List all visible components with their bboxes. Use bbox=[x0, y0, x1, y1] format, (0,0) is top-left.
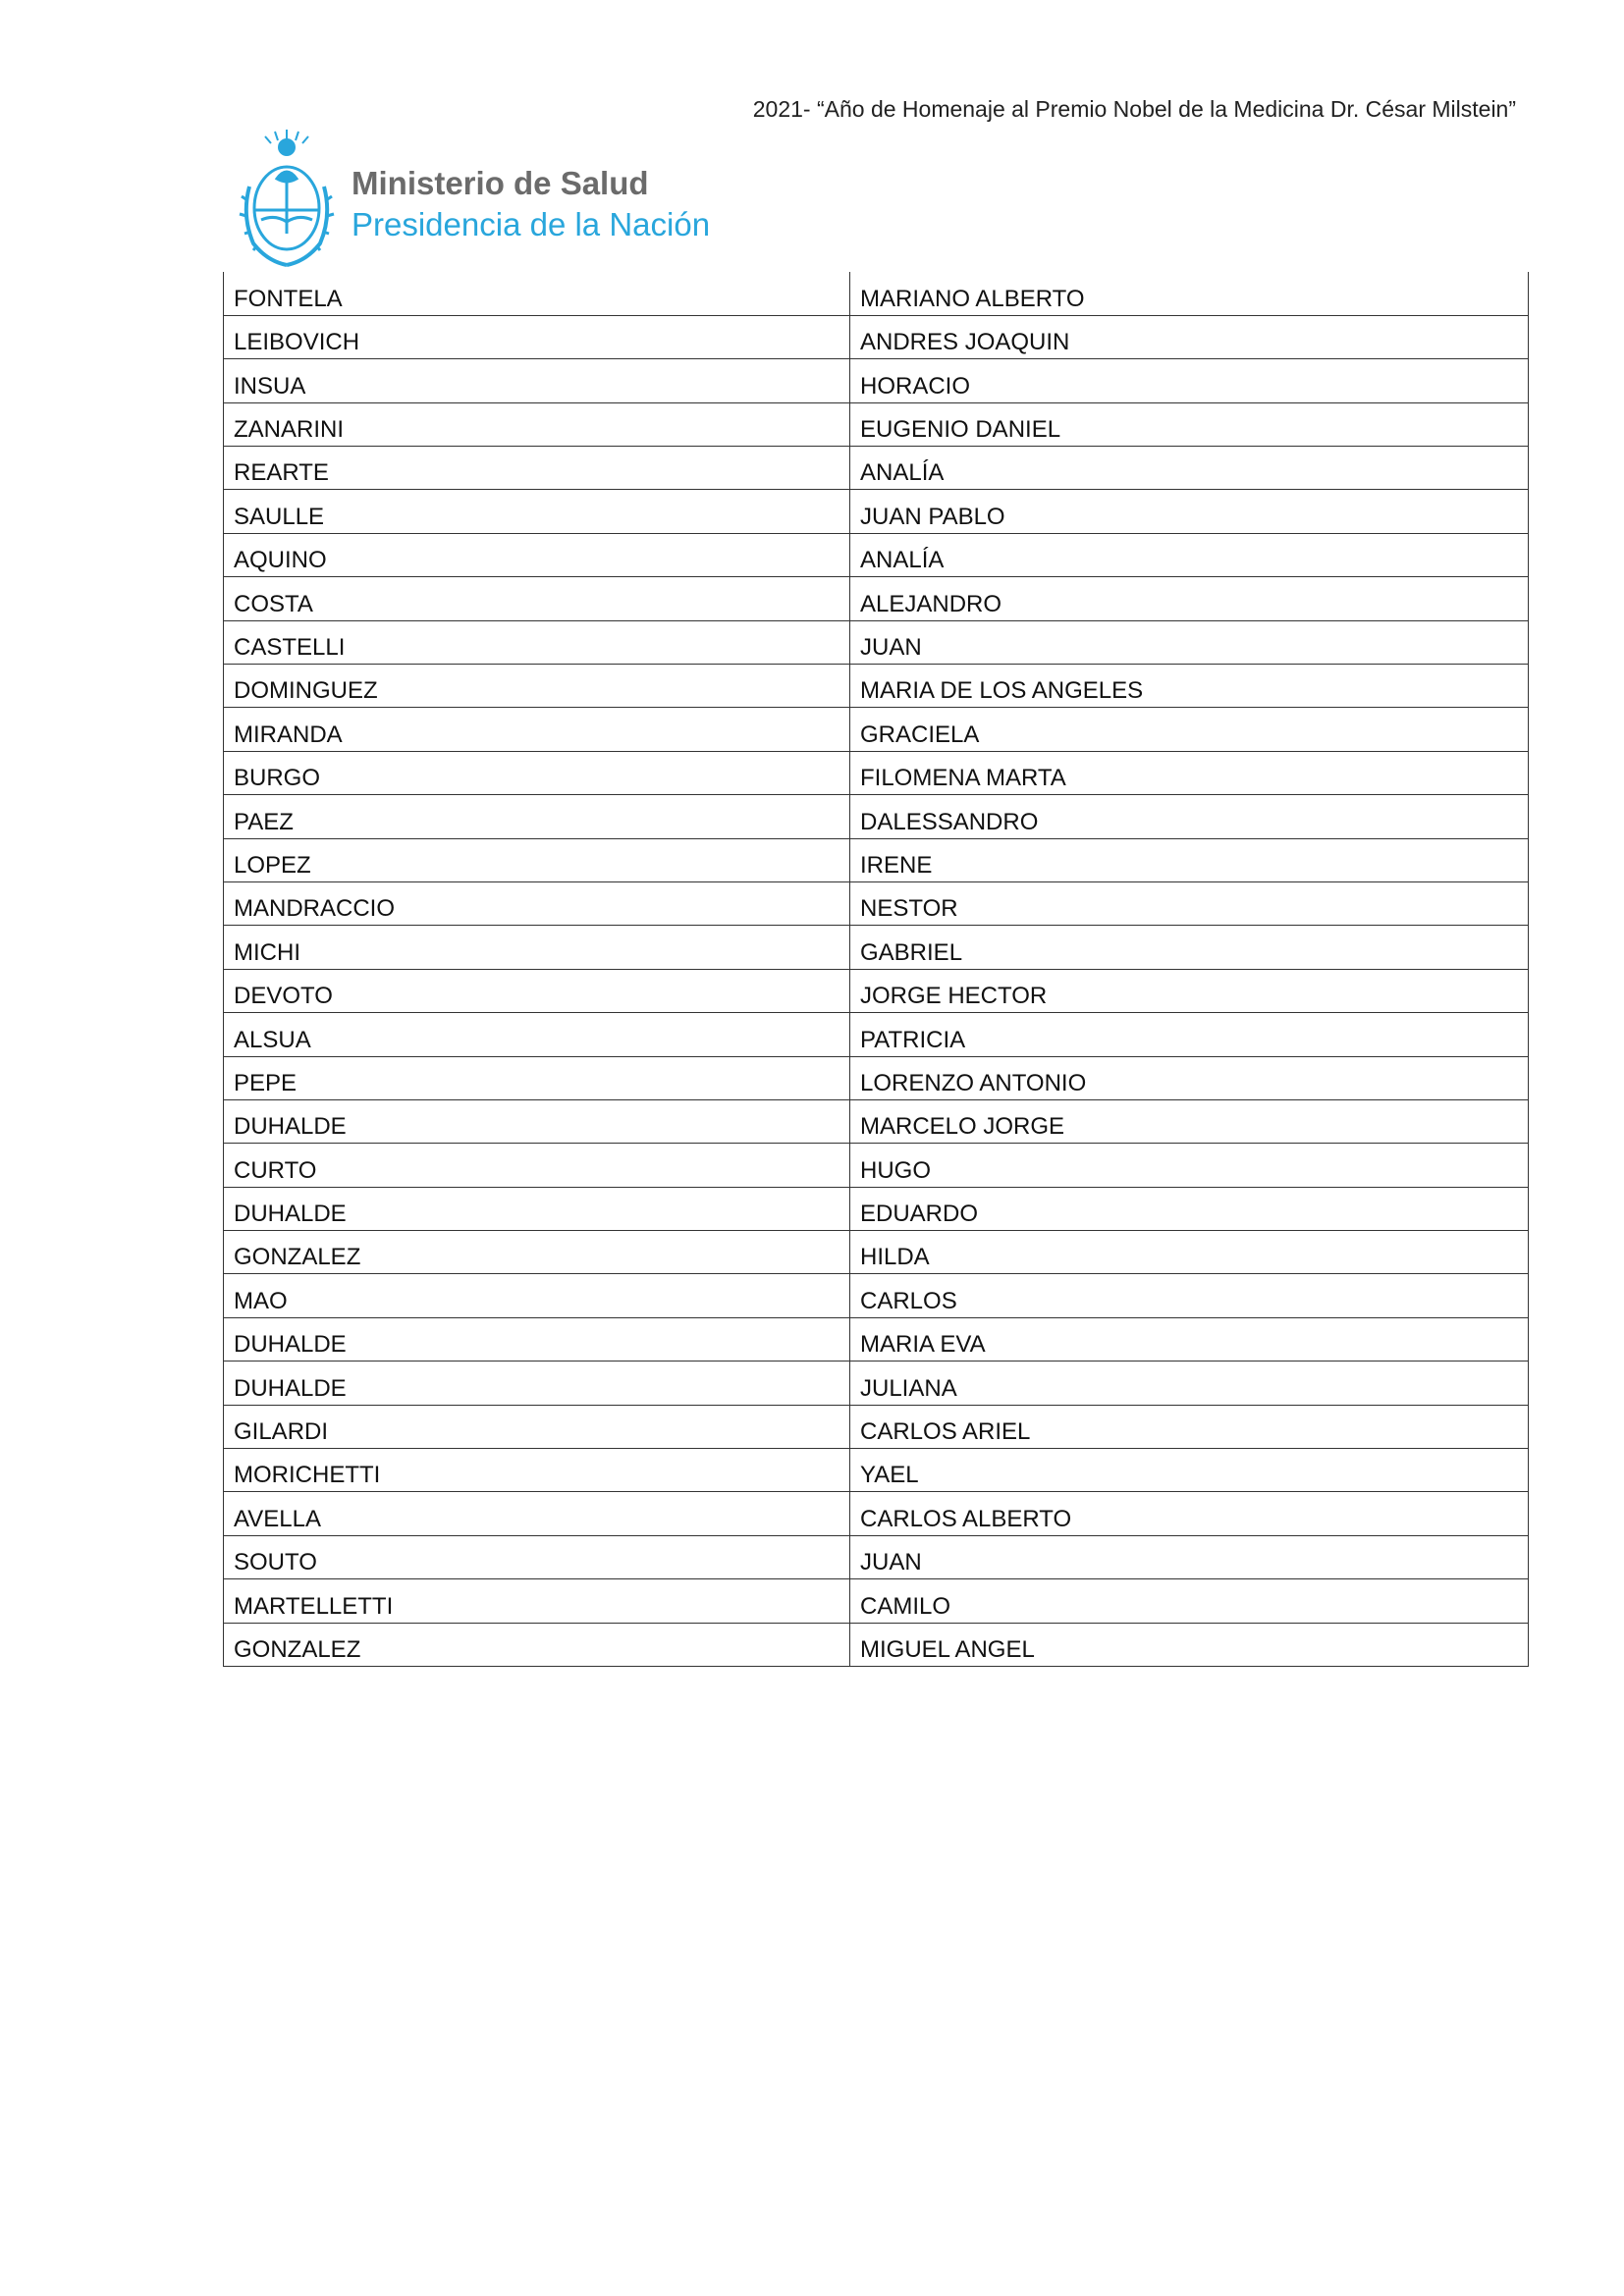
given-name-cell: GABRIEL bbox=[850, 926, 1529, 969]
table-row bbox=[224, 1144, 1529, 1187]
surname-cell: MANDRACCIO bbox=[224, 881, 850, 925]
surname-cell: GONZALEZ bbox=[224, 1623, 850, 1666]
table-row bbox=[224, 881, 1529, 925]
table-row bbox=[224, 969, 1529, 1012]
given-name-cell: NESTOR bbox=[850, 881, 1529, 925]
surname-cell: MICHI bbox=[224, 926, 850, 969]
table-row bbox=[224, 1231, 1529, 1274]
table-row bbox=[224, 665, 1529, 708]
given-name-cell: IRENE bbox=[850, 838, 1529, 881]
ministry-logo bbox=[238, 128, 748, 273]
given-name-cell: JUAN bbox=[850, 620, 1529, 664]
surname-cell: FONTELA bbox=[224, 272, 850, 315]
surname-cell: ALSUA bbox=[224, 1013, 850, 1056]
given-name-cell: JUAN PABLO bbox=[850, 490, 1529, 533]
given-name-cell: HUGO bbox=[850, 1144, 1529, 1187]
surname-cell: GILARDI bbox=[224, 1405, 850, 1448]
table-row bbox=[224, 620, 1529, 664]
given-name-cell: JUAN bbox=[850, 1535, 1529, 1578]
given-name-cell: HILDA bbox=[850, 1231, 1529, 1274]
table-row bbox=[224, 359, 1529, 402]
org-name: Ministerio de Salud bbox=[352, 165, 649, 201]
table-row bbox=[224, 402, 1529, 446]
surname-cell: BURGO bbox=[224, 751, 850, 794]
surname-cell: LEIBOVICH bbox=[224, 315, 850, 358]
given-name-cell: JORGE HECTOR bbox=[850, 969, 1529, 1012]
header-motto: 2021- “Año de Homenaje al Premio Nobel de la Medicina Dr. César Milstein” bbox=[752, 96, 1516, 122]
surname-cell: MORICHETTI bbox=[224, 1449, 850, 1492]
given-name-cell: EDUARDO bbox=[850, 1187, 1529, 1230]
table-row bbox=[224, 1099, 1529, 1143]
argentina-coat-of-arms-icon bbox=[238, 128, 336, 273]
table-row bbox=[224, 838, 1529, 881]
surname-cell: CURTO bbox=[224, 1144, 850, 1187]
table-row bbox=[224, 315, 1529, 358]
given-name-cell: ANDRES JOAQUIN bbox=[850, 315, 1529, 358]
table-row bbox=[224, 1623, 1529, 1666]
given-name-cell: ANALÍA bbox=[850, 533, 1529, 576]
given-name-cell: EUGENIO DANIEL bbox=[850, 402, 1529, 446]
table-row bbox=[224, 1579, 1529, 1623]
given-name-cell: FILOMENA MARTA bbox=[850, 751, 1529, 794]
surname-cell: COSTA bbox=[224, 577, 850, 620]
given-name-cell: YAEL bbox=[850, 1449, 1529, 1492]
surname-cell: DUHALDE bbox=[224, 1187, 850, 1230]
surname-cell: PEPE bbox=[224, 1056, 850, 1099]
table-row bbox=[224, 926, 1529, 969]
given-name-cell: GRACIELA bbox=[850, 708, 1529, 751]
given-name-cell: LORENZO ANTONIO bbox=[850, 1056, 1529, 1099]
given-name-cell: MARIA DE LOS ANGELES bbox=[850, 665, 1529, 708]
surname-cell: DUHALDE bbox=[224, 1317, 850, 1361]
table-row bbox=[224, 1187, 1529, 1230]
given-name-cell: MARCELO JORGE bbox=[850, 1099, 1529, 1143]
given-name-cell: CARLOS bbox=[850, 1274, 1529, 1317]
given-name-cell: ALEJANDRO bbox=[850, 577, 1529, 620]
names-table-body bbox=[224, 272, 1529, 1667]
given-name-cell: HORACIO bbox=[850, 359, 1529, 402]
surname-cell: PAEZ bbox=[224, 795, 850, 838]
given-name-cell: MIGUEL ANGEL bbox=[850, 1623, 1529, 1666]
org-subtitle: Presidencia de la Nación bbox=[352, 206, 711, 242]
given-name-cell: CARLOS ARIEL bbox=[850, 1405, 1529, 1448]
surname-cell: MIRANDA bbox=[224, 708, 850, 751]
given-name-cell: PATRICIA bbox=[850, 1013, 1529, 1056]
surname-cell: DOMINGUEZ bbox=[224, 665, 850, 708]
surname-cell: DEVOTO bbox=[224, 969, 850, 1012]
table-row bbox=[224, 1274, 1529, 1317]
table-row bbox=[224, 533, 1529, 576]
surname-cell: AVELLA bbox=[224, 1492, 850, 1535]
table-row bbox=[224, 708, 1529, 751]
table-row bbox=[224, 1317, 1529, 1361]
table-row bbox=[224, 1405, 1529, 1448]
surname-cell: REARTE bbox=[224, 447, 850, 490]
surname-cell: SOUTO bbox=[224, 1535, 850, 1578]
table-row bbox=[224, 272, 1529, 315]
table-row bbox=[224, 490, 1529, 533]
given-name-cell: DALESSANDRO bbox=[850, 795, 1529, 838]
given-name-cell: JULIANA bbox=[850, 1362, 1529, 1405]
table-row bbox=[224, 1362, 1529, 1405]
table-row bbox=[224, 1056, 1529, 1099]
given-name-cell: CAMILO bbox=[850, 1579, 1529, 1623]
surname-cell: INSUA bbox=[224, 359, 850, 402]
surname-cell: GONZALEZ bbox=[224, 1231, 850, 1274]
surname-cell: CASTELLI bbox=[224, 620, 850, 664]
table-row bbox=[224, 1449, 1529, 1492]
surname-cell: SAULLE bbox=[224, 490, 850, 533]
given-name-cell: ANALÍA bbox=[850, 447, 1529, 490]
surname-cell: MARTELLETTI bbox=[224, 1579, 850, 1623]
given-name-cell: MARIANO ALBERTO bbox=[850, 272, 1529, 315]
surname-cell: ZANARINI bbox=[224, 402, 850, 446]
surname-cell: AQUINO bbox=[224, 533, 850, 576]
table-row bbox=[224, 1535, 1529, 1578]
given-name-cell: CARLOS ALBERTO bbox=[850, 1492, 1529, 1535]
surname-cell: DUHALDE bbox=[224, 1099, 850, 1143]
table-row bbox=[224, 577, 1529, 620]
table-row bbox=[224, 447, 1529, 490]
table-row bbox=[224, 1013, 1529, 1056]
surname-cell: MAO bbox=[224, 1274, 850, 1317]
table-row bbox=[224, 1492, 1529, 1535]
surname-cell: LOPEZ bbox=[224, 838, 850, 881]
table-row bbox=[224, 751, 1529, 794]
table-row bbox=[224, 795, 1529, 838]
names-table bbox=[223, 272, 1529, 1667]
given-name-cell: MARIA EVA bbox=[850, 1317, 1529, 1361]
surname-cell: DUHALDE bbox=[224, 1362, 850, 1405]
